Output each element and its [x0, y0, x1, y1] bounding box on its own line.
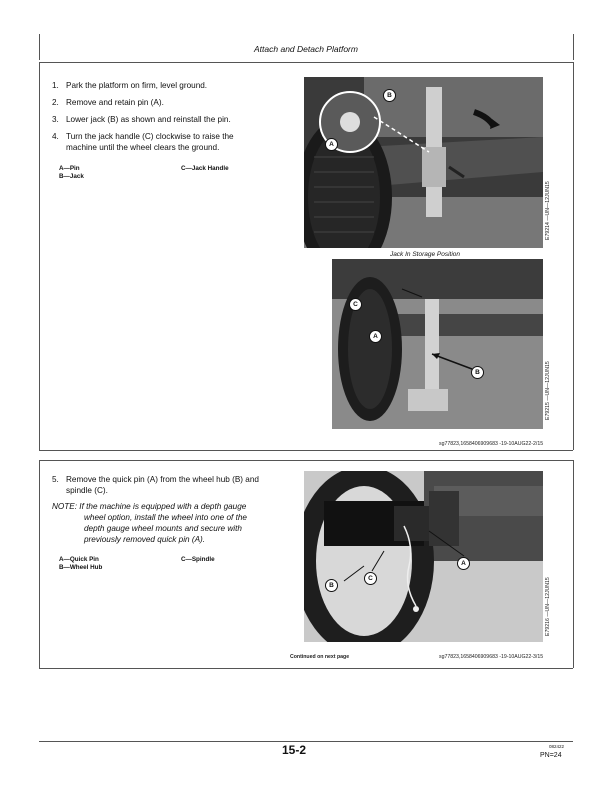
photo-jack-lowered — [332, 259, 543, 429]
footer-rule — [39, 741, 573, 742]
section2-bottom-rule — [39, 668, 573, 669]
note-line: wheel option, install the wheel into one of the — [84, 513, 247, 522]
photo-wheel-hub — [304, 471, 543, 642]
callout-a: A — [325, 138, 338, 151]
step-number: 1. — [52, 81, 59, 90]
legend-spindle: C—Spindle — [181, 556, 215, 563]
step-text: Remove and retain pin (A). — [66, 98, 164, 107]
photo3-code: E79216 —UN—12JUN15 — [545, 577, 551, 636]
callout-b: B — [325, 579, 338, 592]
section2-left-rule — [39, 460, 40, 668]
legend-wheel-hub: B—Wheel Hub — [59, 564, 103, 571]
depth-gauge-note — [52, 501, 247, 545]
legend-quick-pin: A—Quick Pin — [59, 556, 99, 563]
photo1-caption: Jack In Storage Position — [389, 251, 461, 258]
note-line: NOTE: If the machine is equipped with a depth gauge — [52, 502, 247, 511]
step-number: 3. — [52, 115, 59, 124]
step-text-continued: spindle (C). — [66, 486, 108, 495]
footer-small-code: 082422 — [549, 744, 565, 749]
callout-b: B — [383, 89, 396, 102]
step-1 — [52, 80, 207, 91]
page-number: 15-2 — [282, 743, 307, 757]
wheel-hub-illustration — [304, 471, 543, 642]
step-text: Lower jack (B) as shown and reinstall the pin. — [66, 115, 231, 124]
section1-top-rule — [39, 62, 573, 63]
callout-c: C — [349, 298, 362, 311]
step-number: 4. — [52, 132, 59, 141]
step-4 — [52, 131, 234, 153]
legend-pin: A—Pin — [59, 165, 80, 172]
callout-a: A — [369, 330, 382, 343]
callout-c: C — [364, 572, 377, 585]
legend-jack: B—Jack — [59, 173, 84, 180]
photo2-code: E79215 —UN—12JUN15 — [545, 361, 551, 420]
step-5 — [52, 474, 259, 496]
jack-storage-illustration — [304, 77, 543, 248]
footer-pn: PN=24 — [540, 752, 562, 759]
step-text: Park the platform on firm, level ground. — [66, 81, 208, 90]
photo-jack-storage — [304, 77, 543, 248]
step-text: Remove the quick pin (A) from the wheel hub (B) and — [66, 475, 259, 484]
step-number: 2. — [52, 98, 59, 107]
section1-left-rule — [39, 62, 40, 450]
continued-note: Continued on next page — [290, 654, 350, 660]
section2-top-rule — [39, 460, 573, 461]
section2-reference: sg77823,1658406909683 -19-10AUG22-3/15 — [439, 654, 544, 660]
section1-bottom-rule — [39, 450, 573, 451]
step-text-continued: machine until the wheel clears the ground. — [66, 143, 220, 152]
photo1-code: E79214 —UN—12JUN15 — [545, 181, 551, 240]
step-number: 5. — [52, 475, 59, 484]
legend-jack-handle: C—Jack Handle — [181, 165, 229, 172]
note-line: depth gauge wheel mounts and secure with — [84, 524, 242, 533]
step-text: Turn the jack handle (C) clockwise to raise the — [66, 132, 234, 141]
callout-a: A — [457, 557, 470, 570]
step-3 — [52, 114, 231, 125]
callout-b: B — [471, 366, 484, 379]
note-line: previously removed quick pin (A). — [84, 535, 206, 544]
page-header-title: Attach and Detach Platform — [254, 44, 358, 54]
section1-reference: sg77823,1658406909683 -19-10AUG22-2/15 — [439, 441, 544, 447]
section1-right-rule — [573, 62, 574, 450]
jack-lowered-illustration — [332, 259, 543, 429]
section2-right-rule — [573, 460, 574, 668]
step-2 — [52, 97, 164, 108]
